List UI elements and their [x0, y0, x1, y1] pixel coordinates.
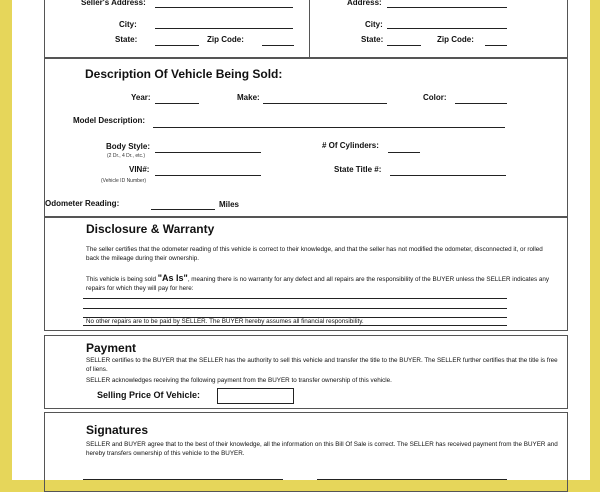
as-is-text-pre: This vehicle is being sold: [86, 276, 157, 283]
as-is-text-post: , meaning there is no warranty for any defect and all repairs are the responsibility of the BUYER unless the SELLER indicates any repairs for which they will pay for here:: [86, 276, 550, 292]
color-label: Color:: [423, 93, 447, 102]
party-divider: [309, 0, 310, 59]
repairs-line-4[interactable]: [83, 325, 507, 326]
buyer-address-label: Address:: [347, 0, 382, 7]
party-info-section: [44, 0, 568, 58]
odometer-field[interactable]: [151, 209, 215, 210]
year-field[interactable]: [155, 103, 199, 104]
seller-address-label: Seller's Address:: [81, 0, 146, 7]
cylinders-field[interactable]: [388, 152, 420, 153]
seller-state-field[interactable]: [155, 45, 199, 46]
seller-address-field[interactable]: [155, 7, 293, 8]
seller-zip-field[interactable]: [262, 45, 294, 46]
as-is-warranty-text: [86, 274, 556, 293]
make-field[interactable]: [263, 103, 387, 104]
color-field[interactable]: [455, 103, 507, 104]
model-label: Model Description:: [73, 116, 146, 125]
bill-of-sale-page: [12, 0, 590, 480]
buyer-state-label: State:: [361, 35, 384, 44]
vehicle-section: [44, 58, 568, 218]
selling-price-input[interactable]: [217, 388, 294, 404]
vehicle-section-title: Description Of Vehicle Being Sold:: [85, 67, 283, 81]
seller-zip-label: Zip Code:: [207, 35, 244, 44]
buyer-city-label: City:: [365, 20, 383, 29]
state-title-label: State Title #:: [334, 165, 382, 174]
cylinders-label: # Of Cylinders:: [322, 141, 379, 150]
year-label: Year:: [131, 93, 151, 102]
vin-field[interactable]: [155, 175, 261, 176]
miles-label: Miles: [219, 200, 240, 209]
buyer-city-field[interactable]: [387, 28, 507, 29]
state-title-field[interactable]: [390, 175, 506, 176]
payment-title: Payment: [86, 341, 137, 355]
no-other-repairs-text: No other repairs are to be paid by SELLER. The BUYER hereby assumes all financial responsibility.: [86, 318, 364, 325]
as-is-emphasis: "As Is": [157, 273, 188, 283]
odometer-certification-text: The seller certifies that the odometer reading of this vehicle is correct to their knowledge, and that the seller has not modified the odometer, disconnected it, or rolled back the mileage during their ownership.: [86, 246, 543, 262]
buyer-zip-field[interactable]: [485, 45, 507, 46]
payment-section: [44, 335, 568, 409]
body-style-field[interactable]: [155, 152, 261, 153]
repairs-line-1[interactable]: [83, 298, 507, 299]
signatures-section: [44, 412, 568, 492]
disclosure-section: [44, 216, 568, 331]
body-style-hint: (2 Dr., 4 Dr., etc.): [107, 153, 146, 159]
buyer-state-field[interactable]: [387, 45, 421, 46]
vin-label: VIN#:: [129, 165, 150, 174]
seller-city-label: City:: [119, 20, 137, 29]
seller-state-label: State:: [115, 35, 138, 44]
signatures-agreement-text: SELLER and BUYER agree that to the best of their knowledge, all the information on this Bill Of Sale is correct. The SELLER has received payment from the BUYER and hereby transfers ownership of this vehicle to the BUYER.: [86, 441, 558, 457]
payment-authority-text: SELLER certifies to the BUYER that the SELLER has the authority to sell this vehicle and transfer the title to the BUYER. The SELLER further certifies that the title is free of liens.: [86, 357, 558, 373]
seller-city-field[interactable]: [155, 28, 293, 29]
make-label: Make:: [237, 93, 260, 102]
repairs-line-2[interactable]: [83, 308, 507, 309]
disclosure-title: Disclosure & Warranty: [86, 222, 215, 236]
odometer-label: Odometer Reading:: [45, 199, 120, 208]
vin-hint: (Vehicle ID Number): [101, 178, 147, 184]
model-field[interactable]: [153, 127, 505, 128]
buyer-address-field[interactable]: [387, 7, 507, 8]
selling-price-label: Selling Price Of Vehicle:: [97, 390, 201, 400]
signatures-title: Signatures: [86, 423, 149, 437]
payment-acknowledge-text: SELLER acknowledges receiving the following payment from the BUYER to transfer ownership of this vehicle.: [86, 377, 392, 384]
buyer-zip-label: Zip Code:: [437, 35, 474, 44]
body-style-label: Body Style:: [106, 142, 151, 151]
